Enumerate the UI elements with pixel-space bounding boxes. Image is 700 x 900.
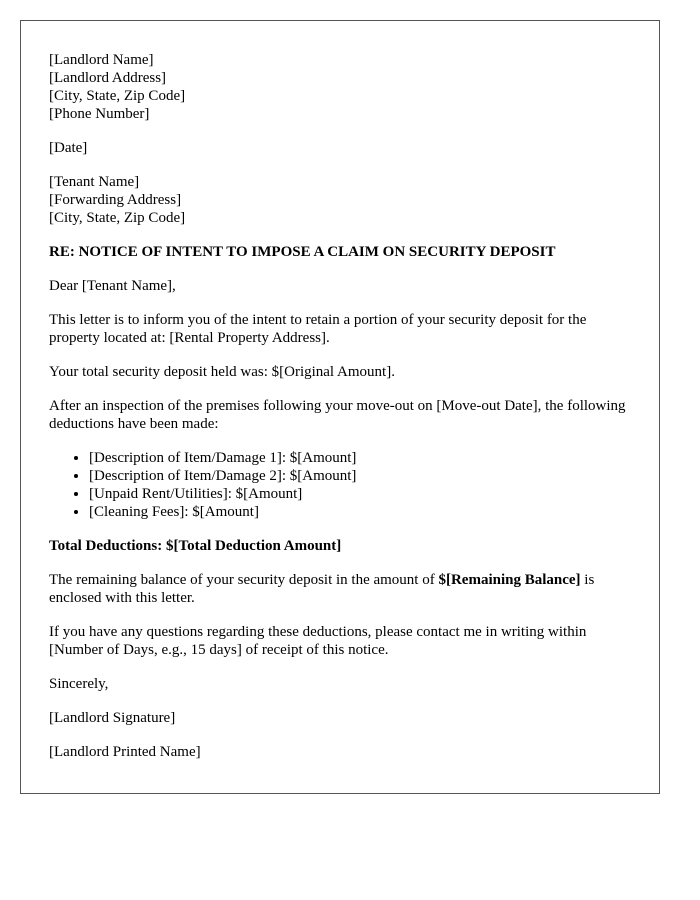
letter-page (20, 20, 660, 794)
tenant-name: [Tenant Name] (49, 174, 140, 190)
landlord-address: [Landlord Address] (49, 70, 167, 86)
tenant-city-state-zip: [City, State, Zip Code] (49, 210, 186, 226)
deduction-item: • [Description of Item/Damage 1]: $[Amount] (89, 449, 631, 467)
landlord-phone: [Phone Number] (49, 106, 150, 122)
salutation: Dear [Tenant Name], (49, 278, 176, 294)
questions-paragraph: If you have any questions regarding these deductions, please contact me in writing within [Number of Days, e.g., 15 days] of receipt of this notice. (49, 624, 587, 658)
tenant-forwarding-address: [Forwarding Address] (49, 192, 182, 208)
landlord-printed-name: [Landlord Printed Name] (49, 744, 201, 760)
total-deductions: Total Deductions: $[Total Deduction Amount] (49, 538, 342, 554)
remaining-balance-amount: $[Remaining Balance] (438, 572, 581, 588)
deposit-held-paragraph: Your total security deposit held was: $[Original Amount]. (49, 364, 395, 380)
date-block (49, 139, 631, 157)
deductions-list (49, 449, 631, 521)
tenant-address-block (49, 173, 631, 227)
subject-line: RE: NOTICE OF INTENT TO IMPOSE A CLAIM ON SECURITY DEPOSIT (49, 244, 556, 260)
landlord-address-block (49, 51, 631, 123)
remaining-balance-paragraph (49, 571, 631, 607)
landlord-signature: [Landlord Signature] (49, 710, 176, 726)
remaining-balance-text-end: is enclosed with this letter. (49, 572, 595, 606)
landlord-name: [Landlord Name] (49, 52, 154, 68)
intro-paragraph: This letter is to inform you of the intent to retain a portion of your security deposit for the property located at: [Rental Property Address]. (49, 312, 587, 346)
deduction-item: • [Description of Item/Damage 2]: $[Amount] (89, 467, 631, 485)
sign-off: Sincerely, (49, 676, 109, 692)
landlord-city-state-zip: [City, State, Zip Code] (49, 88, 186, 104)
deduction-item: • [Cleaning Fees]: $[Amount] (89, 503, 631, 521)
deduction-item: • [Unpaid Rent/Utilities]: $[Amount] (89, 485, 631, 503)
inspection-paragraph: After an inspection of the premises following your move-out on [Move-out Date], the following deductions have been made: (49, 398, 626, 432)
letter-date: [Date] (49, 140, 88, 156)
remaining-balance-text-start: The remaining balance of your security deposit in the amount of (49, 572, 439, 588)
